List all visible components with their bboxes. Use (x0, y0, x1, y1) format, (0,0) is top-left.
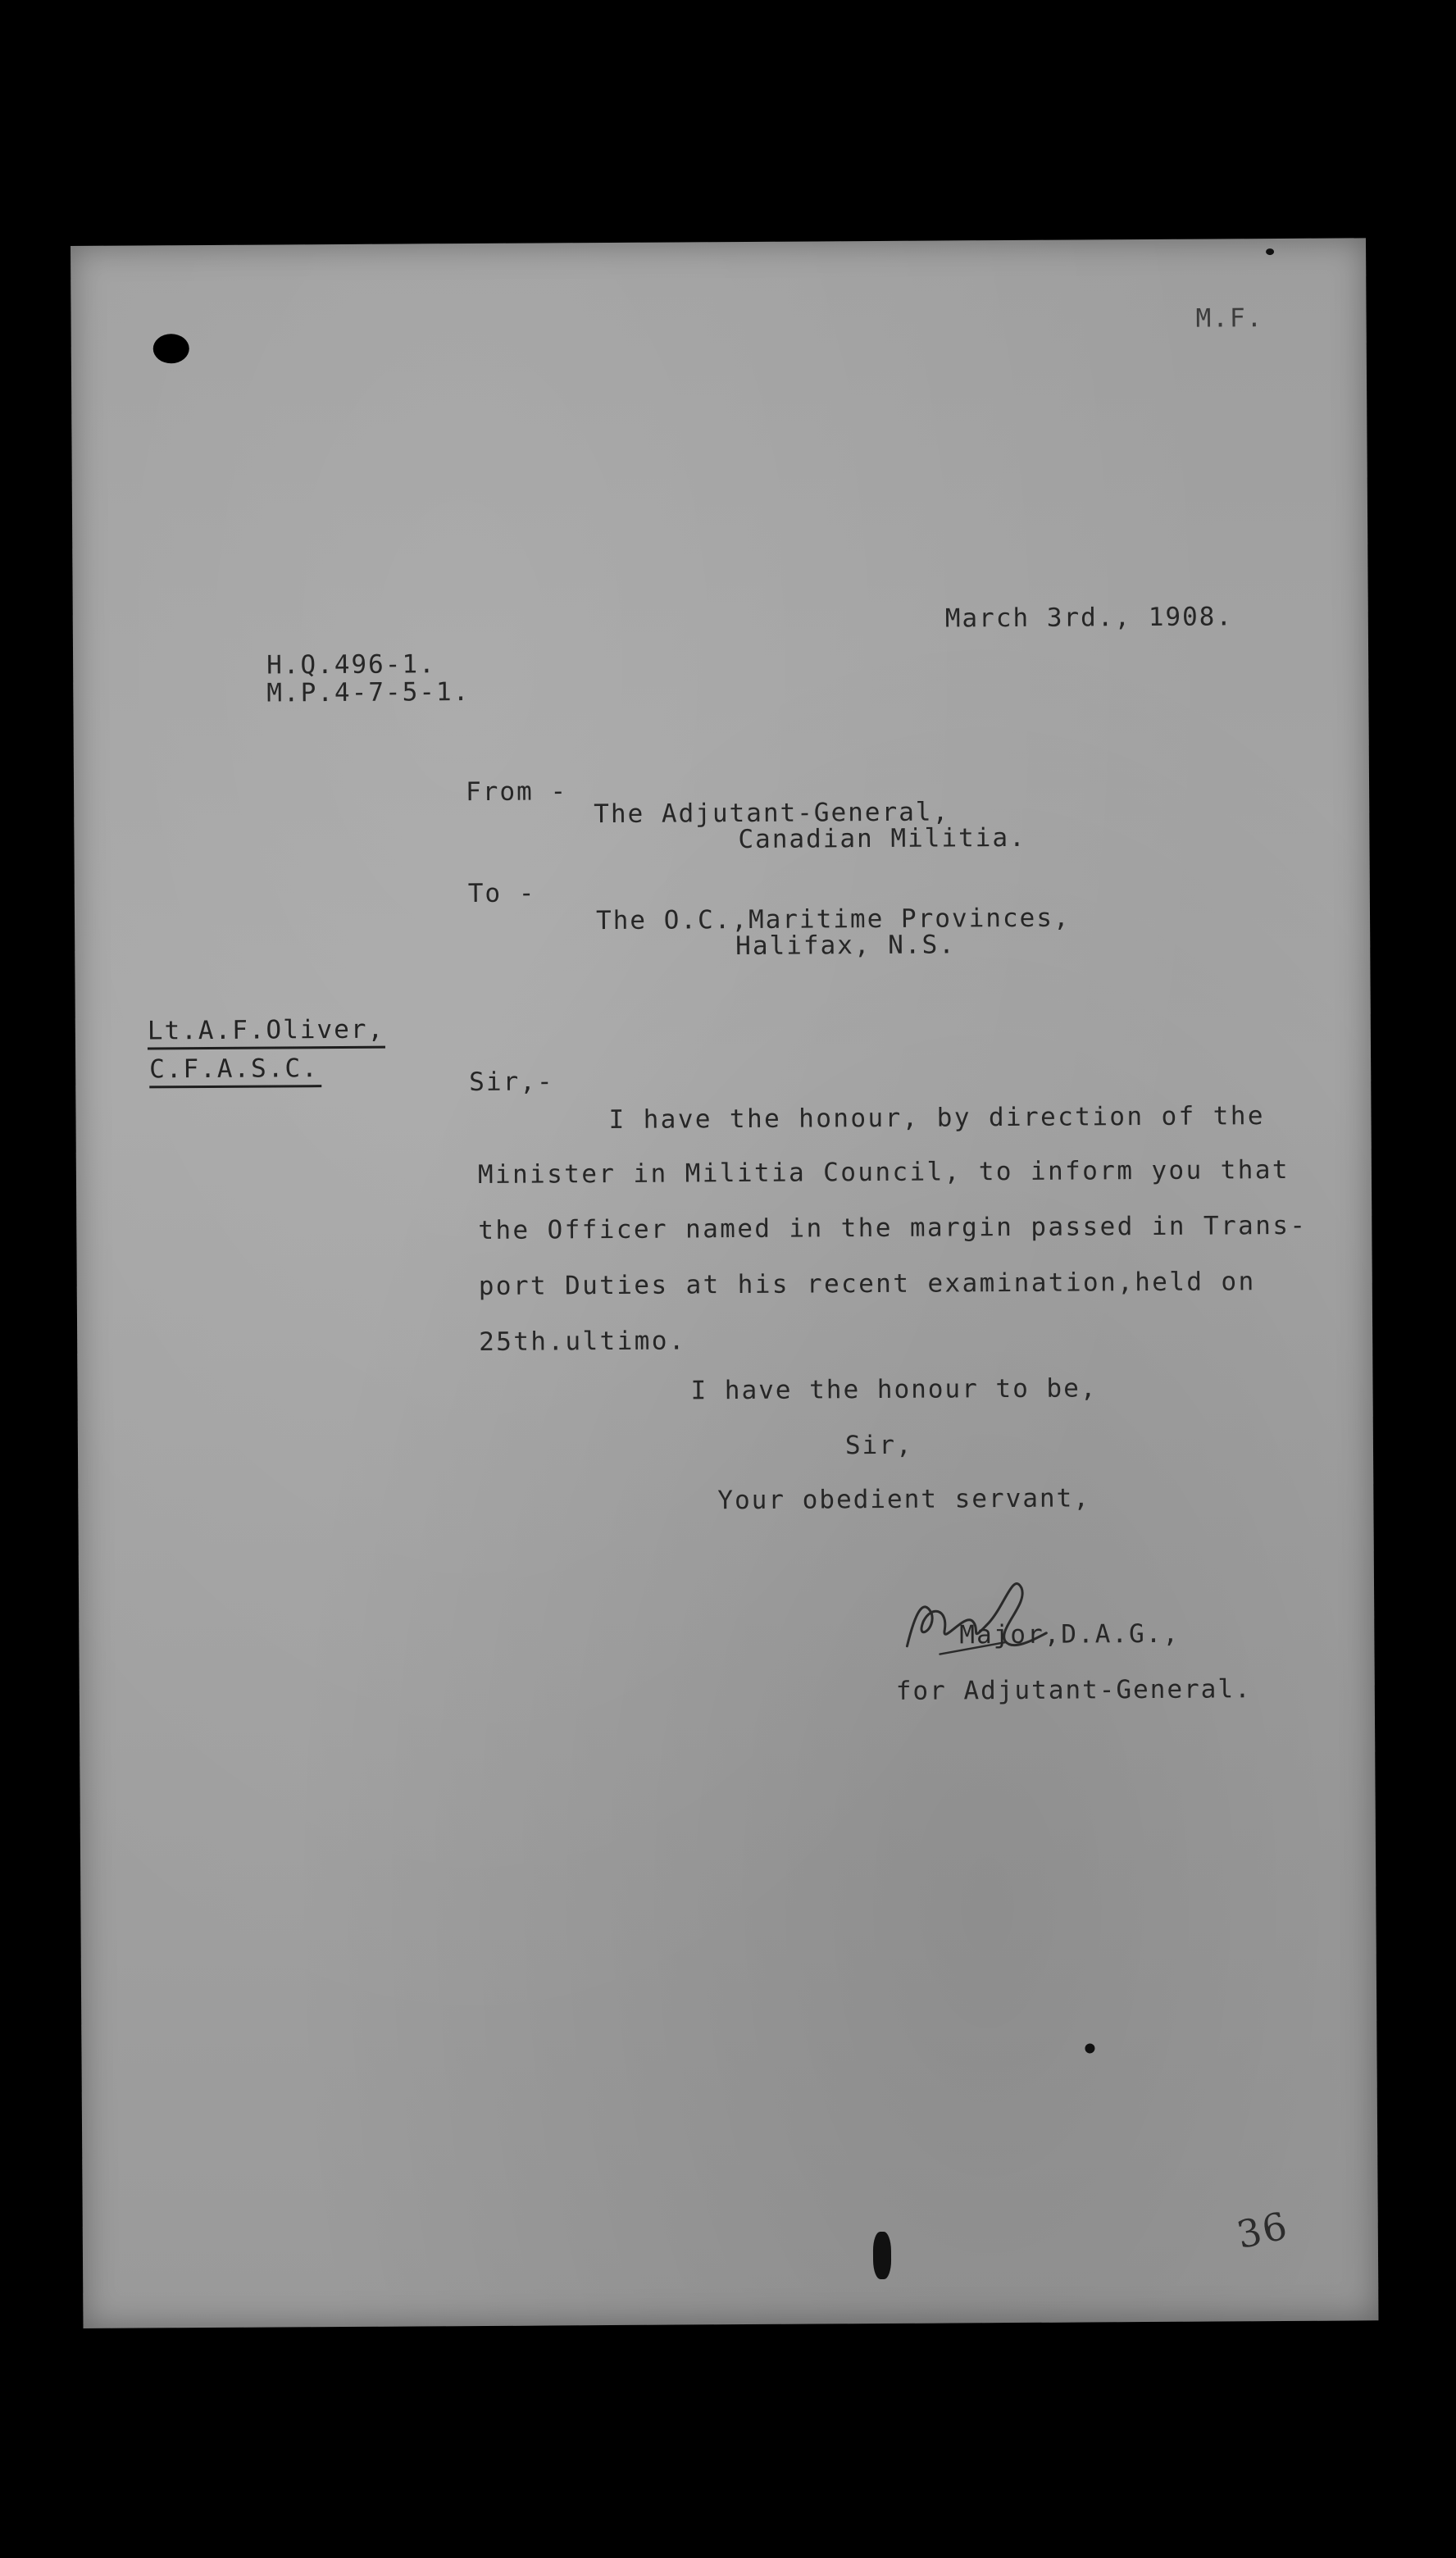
ink-speck (1085, 2043, 1094, 2053)
letter-page (71, 238, 1378, 2328)
body-line: Minister in Militia Council, to inform you that (477, 1154, 1290, 1190)
from-line: The Adjutant-General, (594, 797, 950, 830)
closing-line: Sir, (844, 1430, 913, 1461)
ink-speck (1266, 248, 1274, 255)
to-line: Halifax, N.S. (735, 930, 956, 962)
body-line: the Officer named in the margin passed in Trans- (478, 1210, 1308, 1245)
signature-for: for Adjutant-General. (895, 1674, 1252, 1706)
officer-unit: C.F.A.S.C. (149, 1054, 321, 1088)
body-line: port Duties at his recent examination,held on (478, 1267, 1256, 1301)
folio-number: 36 (1232, 2203, 1293, 2258)
body-line: I have the honour, by direction of the (608, 1101, 1266, 1136)
from-label: From - (465, 776, 568, 808)
file-reference: H.Q.496-1. (266, 649, 436, 680)
officer-name: Lt.A.F.Oliver, (148, 1015, 385, 1050)
punch-hole (153, 334, 189, 363)
to-line: The O.C.,Maritime Provinces, (595, 903, 1071, 936)
signature-title: Major,D.A.G., (959, 1618, 1181, 1650)
closing-line: I have the honour to be, (690, 1373, 1098, 1406)
margin-officer-name (148, 1015, 386, 1089)
ink-speck (873, 2232, 891, 2279)
from-line: Canadian Militia. (738, 822, 1026, 855)
top-mark: M.F. (1195, 303, 1264, 334)
file-reference: M.P.4-7-5-1. (266, 677, 471, 708)
closing-line: Your obedient servant, (717, 1483, 1091, 1516)
letter-date: March 3rd., 1908. (944, 602, 1234, 634)
salutation: Sir,- (469, 1067, 554, 1098)
body-line: 25th.ultimo. (479, 1326, 687, 1357)
to-label: To - (467, 878, 536, 909)
